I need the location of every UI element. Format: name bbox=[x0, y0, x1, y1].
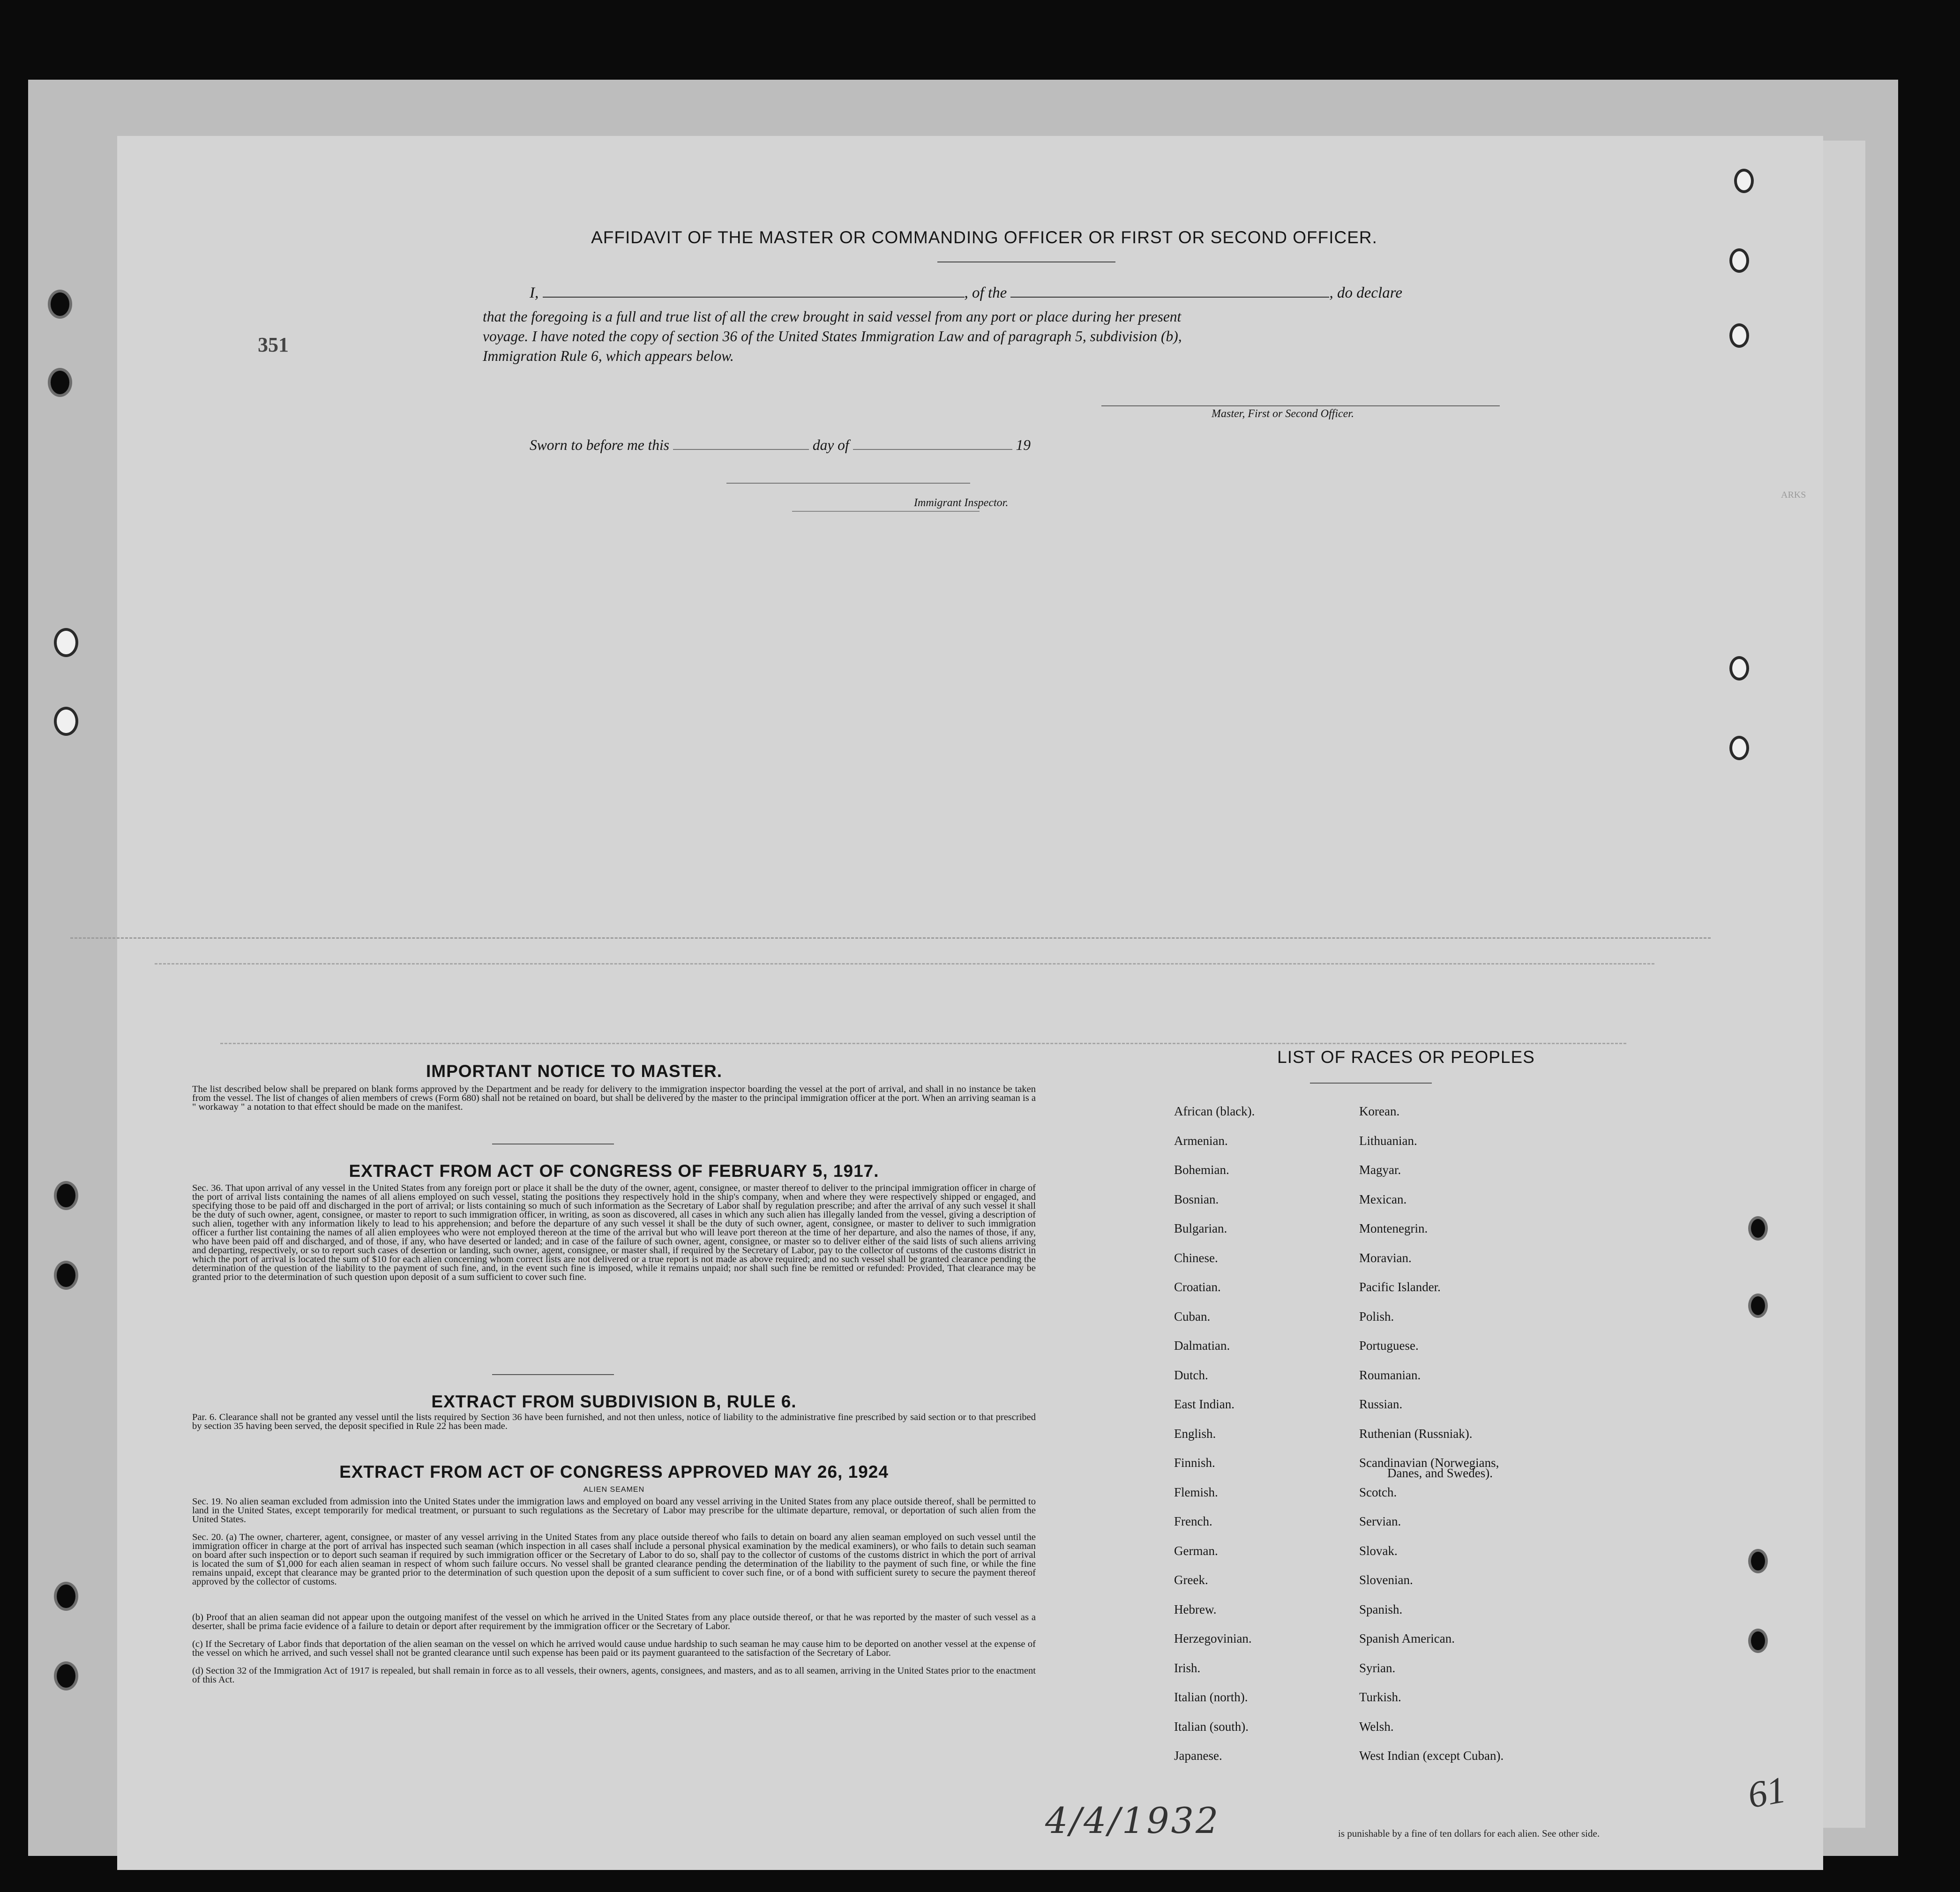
punch-hole bbox=[1729, 248, 1749, 273]
race-item: French. bbox=[1174, 1514, 1212, 1528]
extract-rule6-text: Par. 6. Clearance shall not be granted any vessel until the lists required by Section 36 have been furnished, and not then unless, notice of liability to the administrative fine prescribed by said section or to that prescribed by section 35 having been served, the deposit specified in Rule 22 has been made. bbox=[192, 1412, 1036, 1431]
punch-hole bbox=[54, 707, 78, 736]
bleed-dashes bbox=[220, 1043, 1626, 1044]
extract-rule6-title: EXTRACT FROM SUBDIVISION B, RULE 6. bbox=[431, 1392, 797, 1411]
race-item: Bulgarian. bbox=[1174, 1221, 1227, 1235]
race-item: Irish. bbox=[1174, 1660, 1201, 1675]
race-item: Portuguese. bbox=[1359, 1339, 1419, 1353]
punch-hole bbox=[54, 1661, 78, 1690]
sworn-label: Sworn to before me this bbox=[530, 437, 670, 453]
race-item: West Indian (except Cuban). bbox=[1359, 1749, 1504, 1763]
bottom-note: is punishable by a fine of ten dollars for each alien. See other side. bbox=[1338, 1828, 1600, 1839]
affidavit-title: AFFIDAVIT OF THE MASTER OR COMMANDING OFFICER OR FIRST OR SECOND OFFICER. bbox=[591, 228, 1377, 247]
race-item: Polish. bbox=[1359, 1309, 1394, 1324]
race-item: Dutch. bbox=[1174, 1368, 1208, 1382]
race-item: Scandinavian (Norwegians, bbox=[1359, 1456, 1499, 1470]
inspector-label: Immigrant Inspector. bbox=[914, 497, 1009, 509]
punch-hole bbox=[54, 1261, 78, 1290]
handwritten-date: 4/4/1932 bbox=[1045, 1800, 1220, 1841]
punch-hole bbox=[48, 368, 72, 397]
race-item: Bosnian. bbox=[1174, 1192, 1219, 1206]
punch-hole bbox=[1729, 736, 1749, 760]
race-item: Syrian. bbox=[1359, 1660, 1396, 1675]
race-item: Croatian. bbox=[1174, 1280, 1221, 1294]
race-item: Servian. bbox=[1359, 1514, 1401, 1528]
day-of-label: day of bbox=[812, 437, 849, 453]
race-item: Slovenian. bbox=[1359, 1573, 1413, 1587]
race-item: Armenian. bbox=[1174, 1133, 1228, 1148]
race-item: Bohemian. bbox=[1174, 1163, 1229, 1177]
punch-hole bbox=[1729, 656, 1749, 681]
race-item: African (black). bbox=[1174, 1104, 1255, 1118]
race-item: Italian (south). bbox=[1174, 1719, 1249, 1734]
race-item: Korean. bbox=[1359, 1104, 1400, 1118]
sec20b-text: (b) Proof that an alien seaman did not appear upon the outgoing manifest of the vessel on which he arrived in the United States from any place outside thereof, or that he was reported by the master of such vessel as a deserter, shall be prima facie evidence of a failure to detain or deport after requirement by the immigration officer or the Secretary of Labor. bbox=[192, 1612, 1036, 1631]
race-item: Dalmatian. bbox=[1174, 1339, 1230, 1353]
race-item: Chinese. bbox=[1174, 1250, 1218, 1265]
notice-text: The list described below shall be prepared on blank forms approved by the Department and be ready for delivery to the immigration inspector boarding the vessel at the port of arrival, and shall in no instance be taken from the vessel. The list of changes of alien members of crews (Form 680) shall not be retained on board, but shall be delivered by the master to the principal immigration officer at the port. When an arriving seaman is a " workaway " a notation to that effect should be made on the manifest. bbox=[192, 1084, 1036, 1112]
extract-1917-divider bbox=[492, 1374, 614, 1375]
i-label: I, bbox=[530, 284, 539, 301]
year-label: 19 bbox=[1016, 437, 1031, 453]
punch-hole bbox=[48, 290, 72, 319]
sworn-line bbox=[530, 436, 1031, 454]
margin-number: 351 bbox=[258, 333, 289, 356]
race-item: Italian (north). bbox=[1174, 1690, 1248, 1704]
name-field[interactable] bbox=[543, 284, 965, 298]
punch-hole bbox=[1729, 323, 1749, 348]
race-item: Greek. bbox=[1174, 1573, 1208, 1587]
race-item: Hebrew. bbox=[1174, 1602, 1217, 1616]
inspector-signature-line[interactable] bbox=[726, 483, 970, 484]
sworn-month-field[interactable] bbox=[853, 436, 1012, 450]
race-item-scandinavian-cont: Danes, and Swedes). bbox=[1387, 1466, 1493, 1480]
sworn-day-field[interactable] bbox=[673, 436, 809, 450]
extract-1917-text: Sec. 36. That upon arrival of any vessel in the United States from any foreign port or place it shall be the duty of the owner, agent, consignee, or master thereof to deliver to the principal immigration officer in charge of the port of arrival lists containing the names of all aliens employed on such vessel, stating the positions they respectively hold in the ship's company, when and where they were respectively shipped or engaged, and specifying those to be paid off and discharged in the port of arrival; or lists containing so much of such information as the Secretary of Labor shall by regulation prescribe; and after the arrival of any such vessel it shall be the duty of such owner, agent, consignee, or master to report to such immigration officer, in writing, as soon as discovered, all cases in which any such alien has illegally landed from the vessel, giving a description of such alien, together with any information likely to lead to his apprehension; and before the departure of any such vessel it shall be the duty of such owner, agent, consignee, or master to deliver to such immigration officer a further list containing the names of all alien employees who were not employed thereon at the time of the arrival but who will leave port thereon at the time of her departure, and also the names of those, if any, who have been paid off and discharged, and of those, if any, who have deserted or landed; and in case of the failure of such owner, agent, consignee, or master so to deliver either of the said lists of such aliens arriving and departing, respectively, or so to report such cases of desertion or landing, such owner, agent, consignee, or master shall, if required by the Secretary of Labor, pay to the collector of customs of the customs district in which the port of arrival is located the sum of $10 for each alien concerning whom correct lists are not delivered or a true report is not made as above required; and no such vessel shall be granted clearance pending the determination of the question of the liability to the payment of such fine, and, in the event such fine is imposed, while it remains unpaid; nor shall such fine be remitted or refunded: Provided, That clearance may be granted prior to the determination of such question upon deposit of a sum sufficient to cover such fine. bbox=[192, 1183, 1036, 1282]
race-item: Finnish. bbox=[1174, 1456, 1215, 1470]
race-item: English. bbox=[1174, 1426, 1216, 1441]
bleed-dashes bbox=[70, 937, 1711, 939]
race-item: Spanish. bbox=[1359, 1602, 1403, 1616]
race-item: Montenegrin. bbox=[1359, 1221, 1428, 1235]
race-item: Herzegovinian. bbox=[1174, 1631, 1252, 1645]
punch-hole bbox=[1748, 1294, 1768, 1318]
bleed-dashes bbox=[155, 963, 1654, 965]
races-title: LIST OF RACES OR PEOPLES bbox=[1277, 1047, 1535, 1067]
inspector-rule bbox=[792, 511, 980, 512]
race-item: Slovak. bbox=[1359, 1543, 1398, 1558]
race-item: Lithuanian. bbox=[1359, 1133, 1417, 1148]
extract-1924-title: EXTRACT FROM ACT OF CONGRESS APPROVED MAY 26, 1924 bbox=[339, 1462, 889, 1481]
declaration-body-2: voyage. I have noted the copy of section 36 of the United States Immigration Law and of paragraph 5, subdivision (b), bbox=[483, 328, 1182, 344]
punch-hole bbox=[54, 1582, 78, 1611]
punch-hole bbox=[1748, 1216, 1768, 1241]
affidavit-page bbox=[117, 136, 1823, 1870]
handwritten-page-number: 61 bbox=[1744, 1769, 1789, 1817]
punch-hole bbox=[54, 628, 78, 657]
race-item: Scotch. bbox=[1359, 1485, 1397, 1499]
race-item: Magyar. bbox=[1359, 1163, 1401, 1177]
back-sheet-edge-text: ARKS bbox=[1781, 490, 1806, 500]
race-item: Russian. bbox=[1359, 1397, 1403, 1411]
race-item: Pacific Islander. bbox=[1359, 1280, 1441, 1294]
sec20a-text: Sec. 20. (a) The owner, charterer, agent, consignee, or master of any vessel arriving in the United States from any place outside thereof who fails to detain on board any alien seaman employed on such vessel until the immigration officer in charge at the port of arrival has inspected such seaman (which inspection in all cases shall include a personal physical examination by the medical examiners), or who fails to detain such seaman on board after such inspection or to deport such seaman if required by such immigration officer or the Secretary of Labor to do so, shall pay to the collector of customs of the customs district in which the port of arrival is located the sum of $1,000 for each alien seaman in respect of whom such failure occurs. No vessel shall be granted clearance pending the determination of the liability to the payment of such fine, or while the fine remains unpaid, except that clearance may be granted prior to the determination of such question upon the deposit of a sum sufficient to cover such fine, or of a bond with sufficient surety to secure the payment thereof approved by the collector of customs. bbox=[192, 1532, 1036, 1587]
race-item: Turkish. bbox=[1359, 1690, 1401, 1704]
race-item: East Indian. bbox=[1174, 1397, 1234, 1411]
races-right-column bbox=[1359, 1097, 1504, 1771]
punch-hole bbox=[1748, 1629, 1768, 1653]
race-item: Spanish American. bbox=[1359, 1631, 1455, 1645]
notice-title: IMPORTANT NOTICE TO MASTER. bbox=[426, 1062, 722, 1081]
signature-line[interactable] bbox=[1101, 405, 1500, 406]
punch-hole bbox=[1734, 169, 1754, 193]
of-the-label: , of the bbox=[964, 284, 1007, 301]
race-item: Flemish. bbox=[1174, 1485, 1218, 1499]
extract-1924-subtitle: ALIEN SEAMEN bbox=[583, 1486, 645, 1494]
declaration-line bbox=[530, 284, 1402, 302]
race-item: Mexican. bbox=[1359, 1192, 1407, 1206]
extract-1917-title: EXTRACT FROM ACT OF CONGRESS OF FEBRUARY 5, 1917. bbox=[349, 1161, 879, 1181]
declaration-body-3: Immigration Rule 6, which appears below. bbox=[483, 348, 734, 364]
race-item: Roumanian. bbox=[1359, 1368, 1421, 1382]
sec20c-text: (c) If the Secretary of Labor finds that deportation of the alien seaman on the vessel on which he arrived would cause undue hardship to such seaman he may cause him to be deported on another vessel at the expense of the vessel on which he arrived, and such vessel shall not be granted clearance until such expense has been paid or its payment guaranteed to the satisfaction of the Secretary of Labor. bbox=[192, 1639, 1036, 1658]
race-item: Cuban. bbox=[1174, 1309, 1211, 1324]
punch-hole bbox=[54, 1181, 78, 1210]
do-declare-label: , do declare bbox=[1329, 284, 1402, 301]
declaration-body-1: that the foregoing is a full and true list of all the crew brought in said vessel from any port or place during her present bbox=[483, 308, 1182, 325]
signature-label: Master, First or Second Officer. bbox=[1212, 408, 1354, 420]
race-item: Moravian. bbox=[1359, 1250, 1412, 1265]
punch-hole bbox=[1748, 1549, 1768, 1573]
race-item: German. bbox=[1174, 1543, 1218, 1558]
race-item: Ruthenian (Russniak). bbox=[1359, 1426, 1473, 1441]
vessel-field[interactable] bbox=[1010, 284, 1329, 298]
sec19-text: Sec. 19. No alien seaman excluded from admission into the United States under the immigration laws and employed on board any vessel arriving in the United States from any place outside thereof, shall be permitted to land in the United States, except temporarily for medical treatment, or pursuant to such regulations as the Secretary of Labor may prescribe for the ultimate departure, removal, or deportation of such alien from the United States. bbox=[192, 1496, 1036, 1525]
race-item: Japanese. bbox=[1174, 1749, 1222, 1763]
sec20d-text: (d) Section 32 of the Immigration Act of 1917 is repealed, but shall remain in force as to all vessels, their owners, agents, consignees, and masters, and as to all seamen, arriving in the United States prior to the enactment of this Act. bbox=[192, 1666, 1036, 1685]
races-left-column bbox=[1174, 1097, 1255, 1771]
races-title-underline bbox=[1310, 1083, 1432, 1084]
race-item: Welsh. bbox=[1359, 1719, 1394, 1734]
